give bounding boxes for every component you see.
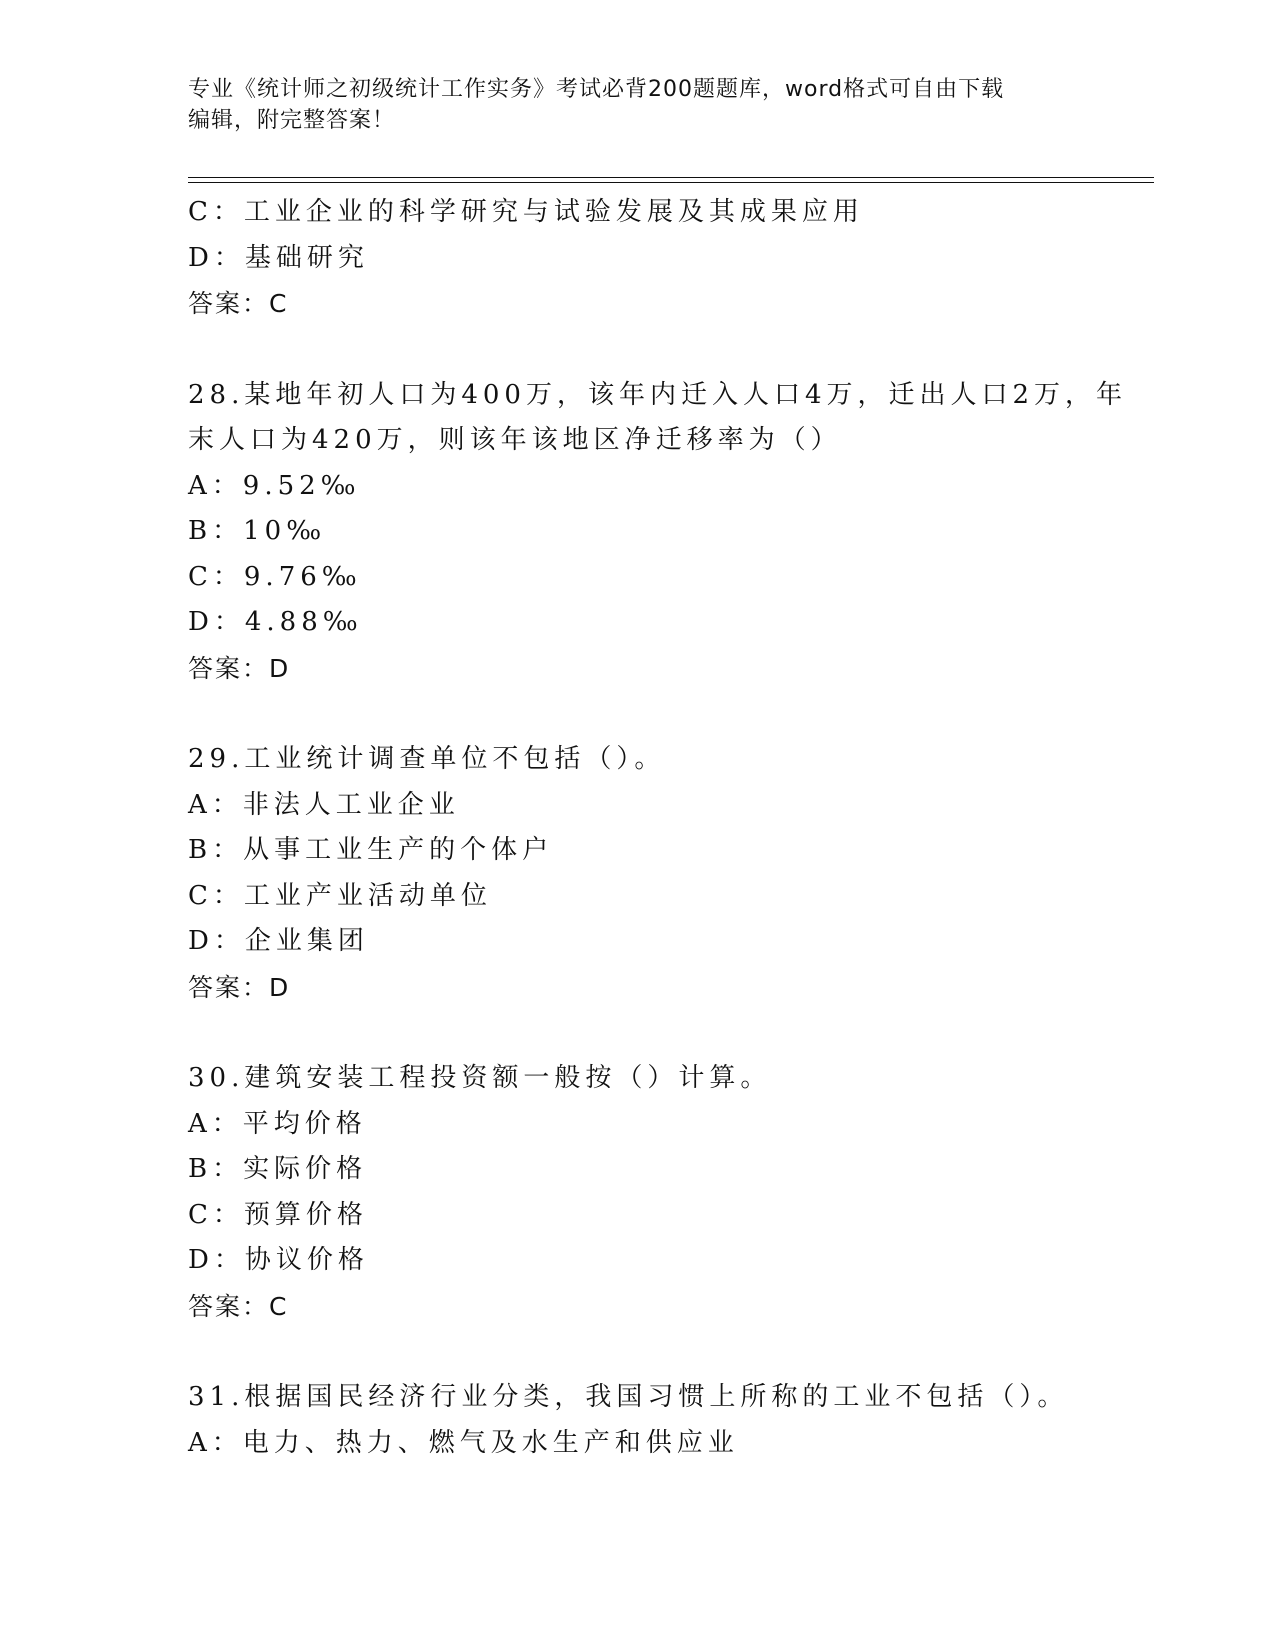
question-stem: 28.某地年初人口为400万，该年内迁入人口4万，迁出人口2万，年: [188, 379, 1128, 410]
option-c: C：9.76‰: [188, 561, 362, 592]
question-28: [188, 373, 1128, 692]
option-d: D：企业集团: [188, 926, 369, 956]
option-d: D：协议价格: [188, 1245, 369, 1275]
option-a: A：9.52‰: [188, 470, 361, 501]
option-c: C：工业企业的科学研究与试验发展及其成果应用: [188, 197, 864, 227]
page-header: [188, 74, 1068, 136]
option-a: A：电力、热力、燃气及水生产和供应业: [188, 1427, 739, 1458]
question-27-tail: [188, 190, 1088, 327]
header-line-2: 编辑，附完整答案！: [188, 108, 396, 133]
header-rule-bottom: [188, 182, 1154, 183]
question-stem: 30.建筑安装工程投资额一般按（）计算。: [188, 1063, 772, 1093]
question-list: [188, 190, 1128, 1466]
question-30: [188, 1056, 1088, 1329]
question-31: [188, 1375, 1088, 1466]
question-stem: 31.根据国民经济行业分类，我国习惯上所称的工业不包括（）。: [188, 1382, 1069, 1412]
question-stem: 29.工业统计调查单位不包括（）。: [188, 744, 666, 774]
option-c: C：工业产业活动单位: [188, 880, 492, 911]
option-b: B：从事工业生产的个体户: [188, 835, 554, 865]
question-stem-cont: 末人口为420万，则该年该地区净迁移率为（）: [188, 425, 842, 455]
header-rule-top: [188, 177, 1154, 178]
answer-line: 答案：C: [188, 1291, 289, 1321]
option-a: A：平均价格: [188, 1108, 367, 1139]
option-d: D：4.88‰: [188, 607, 363, 637]
option-c: C：预算价格: [188, 1199, 368, 1230]
option-d: D：基础研究: [188, 242, 369, 273]
question-29: [188, 737, 1088, 1010]
option-b: B：10‰: [188, 516, 327, 546]
answer-line: 答案：D: [188, 653, 291, 683]
header-line-1: 专业《统计师之初级统计工作实务》考试必背200题题库，word格式可自由下载: [188, 77, 1005, 102]
answer-line: 答案：D: [188, 972, 291, 1002]
option-b: B：实际价格: [188, 1154, 368, 1184]
answer-line: 答案：C: [188, 289, 289, 318]
option-a: A：非法人工业企业: [188, 789, 460, 820]
